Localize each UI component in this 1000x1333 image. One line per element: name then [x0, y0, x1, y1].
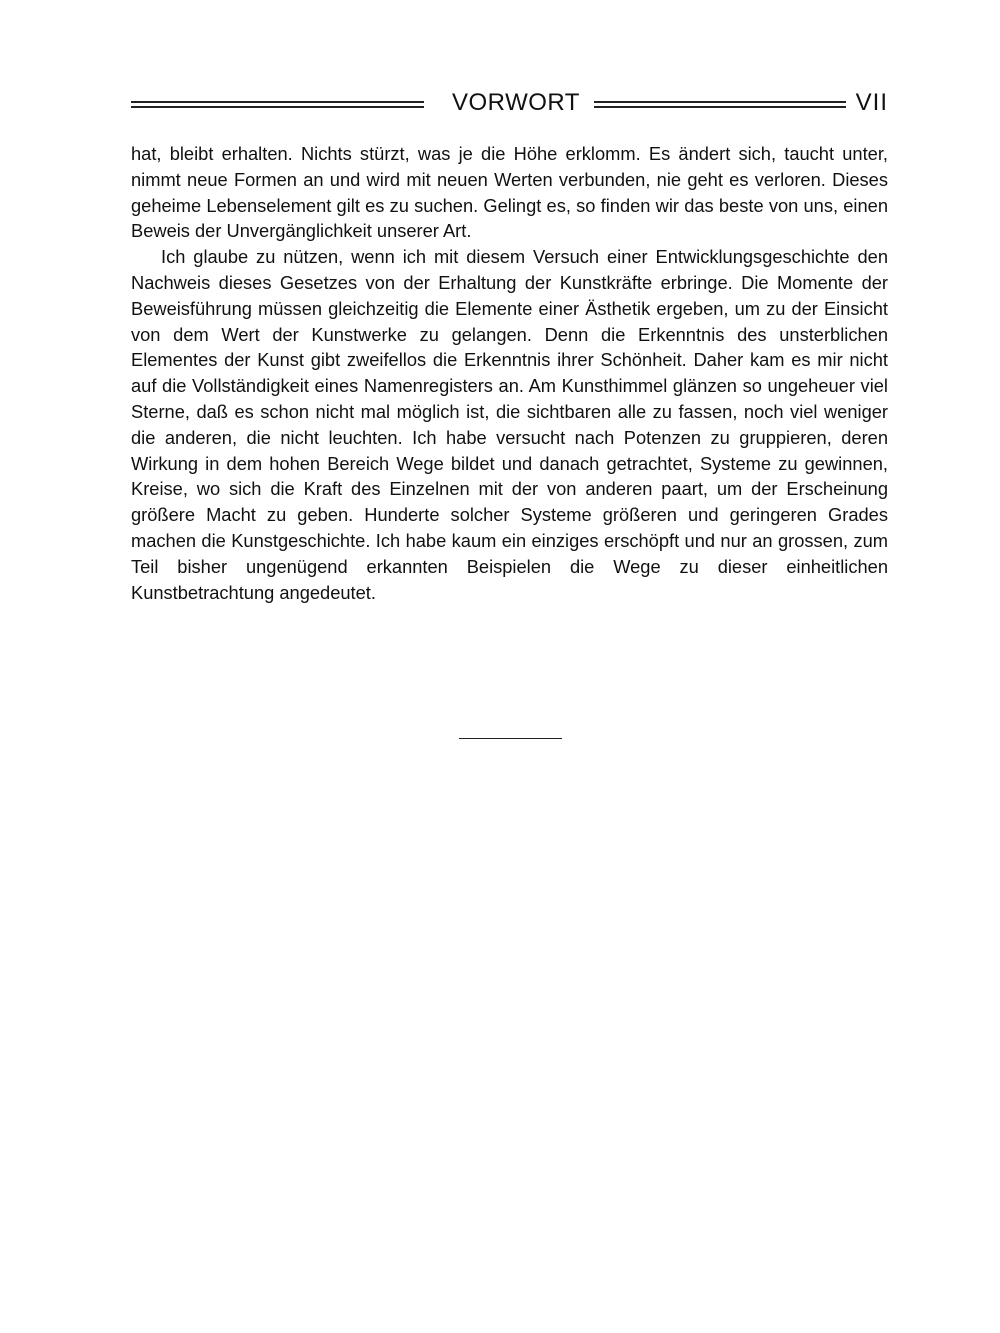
paragraph-continuation: hat, bleibt erhalten. Nichts stürzt, was je die Höhe erklomm. Es ändert sich, taucht unter, nimmt neue Formen an und wird mit neuen Werten verbunden, nie geht es verloren. Dieses geheime Lebenselement gilt es zu suchen. Gelingt es, so finden wir das beste von uns, einen Beweis der Unvergänglichkeit unserer Art. — [131, 143, 888, 242]
header-rule-right — [594, 101, 846, 108]
paragraph-main: Ich glaube zu nützen, wenn ich mit diesem Versuch einer Entwicklungsgeschichte den Nachweis dieses Gesetzes von der Erhaltung der Kunstkräfte erbringe. Die Momente der Beweisführung müssen gleichzeitig die Elemente einer Ästhetik ergeben, um zu der Einsicht von dem Wert der Kunstwerke zu gelangen. Denn die Erkenntnis des unsterblichen Elementes der Kunst gibt zweifellos die Erkenntnis ihrer Schönheit. Daher kam es mir nicht auf die Vollständigkeit eines Namenregisters an. Am Kunsthimmel glänzen so ungeheuer viel Sterne, daß es schon nicht mal möglich ist, die sichtbaren alle zu fassen, noch viel weniger die anderen, die nicht leuchten. Ich habe versucht nach Potenzen zu gruppieren, deren Wirkung in dem hohen Bereich Wege bildet und danach getrachtet, Systeme zu gewinnen, Kreise, wo sich die Kraft des Einzelnen mit der von anderen paart, um der Erscheinung größere Macht zu geben. Hunderte solcher Systeme größeren und geringeren Grades machen die Kunstgeschichte. Ich habe kaum ein einziges erschöpft und nur an grossen, zum Teil bisher ungenügend erkannten Beispielen die Wege zu dieser einheitlichen Kunstbetrachtung angedeutet. — [131, 246, 888, 603]
section-end-rule — [459, 738, 562, 739]
body-text — [131, 141, 888, 605]
header-rule-left — [131, 101, 424, 108]
page-number: VII — [855, 89, 888, 116]
header-title: VORWORT — [452, 89, 580, 116]
running-header — [131, 88, 888, 118]
